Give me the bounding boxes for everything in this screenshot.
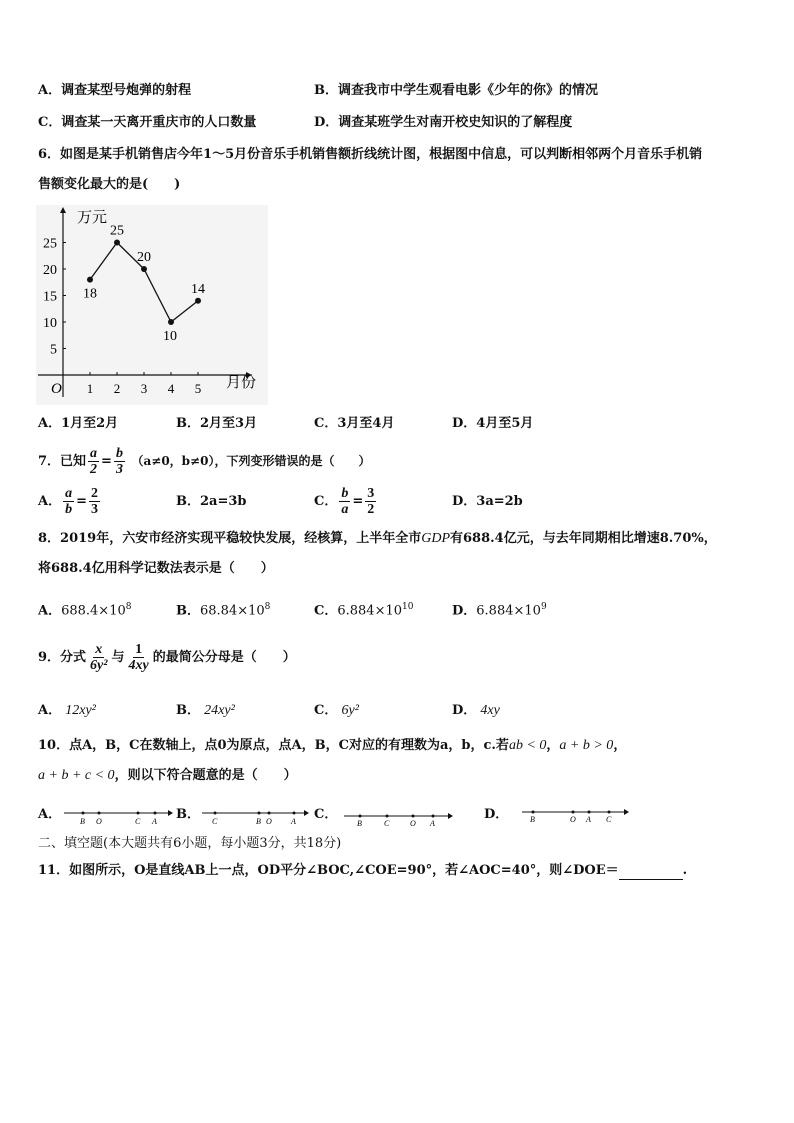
q7-option-d: D．3a=2b <box>452 494 523 509</box>
data-label: 25 <box>110 223 124 239</box>
point-c-label: C <box>384 819 390 828</box>
data-label: 14 <box>191 281 205 297</box>
q7-stem: 7．已知 $\frac{a}{2}$ = $\frac{b}{3}$ （a≠0，b≠0），下列变形错误的是（ ） <box>38 446 371 477</box>
y-tick-label: 10 <box>43 316 57 331</box>
data-label: 18 <box>83 286 97 302</box>
q6-option-d: D．4月至5月 <box>452 416 534 431</box>
q8-stem-line1: 8．2019年，六安市经济实现平稳较快发展，经核算，上半年全市GDP有688.4亿元，与去年同期相比增速8.70%， <box>38 531 717 546</box>
q9-option-b: B． 24xy² <box>176 703 235 718</box>
q9-option-a: A． 12xy² <box>38 703 96 718</box>
point-b-label: B <box>357 819 362 828</box>
q7-condition: （a≠0，b≠0），下列变形错误的是（ ） <box>131 454 371 468</box>
point-o-label: O <box>410 819 416 828</box>
q6-option-a: A．1月至2月 <box>38 416 119 431</box>
point-o-label: O <box>96 817 102 826</box>
y-tick-label: 15 <box>43 289 57 305</box>
q6-stem-line1: 6．如图是某手机销售店今年1～5月份音乐手机销售额折线统计图，根据图中信息，可以判断相邻两个月音乐手机销 <box>38 147 703 162</box>
q5-option-c: C．调查某一天离开重庆市的人口数量 <box>38 115 257 130</box>
q11-stem: 11．如图所示，O是直线AB上一点，OD平分∠BOC,∠COE=90°，若∠AOC=40°，则∠DOE＝ . <box>38 863 688 878</box>
point-b-label: B <box>256 817 261 826</box>
x-tick-label: 1 <box>86 381 94 396</box>
q8-option-b: B．$68.84\times 10^8$ <box>176 602 271 619</box>
point-b-label: B <box>530 815 535 824</box>
x-tick-label: 5 <box>194 381 202 396</box>
q6-line-chart <box>36 205 268 405</box>
point-a-label: A <box>291 817 296 826</box>
q6-stem-line2: 售额变化最大的是( ) <box>38 177 181 192</box>
data-label: 10 <box>163 329 177 344</box>
q6-option-b: B．2月至3月 <box>176 416 258 431</box>
point-c-label: C <box>606 815 612 824</box>
point-b-label: B <box>80 817 85 826</box>
q10-stem-line1: 10．点A，B，C在数轴上，点0为原点，点A，B，C对应的有理数为a，b，c.若ab < 0，a + b > 0， <box>38 738 627 753</box>
q7-option-c: C． $\frac{b}{a}$ = $\frac{3}{2}$ <box>314 486 375 517</box>
data-point <box>114 240 120 246</box>
q6-option-c: C．3月至4月 <box>314 416 395 431</box>
point-c-label: C <box>135 817 141 826</box>
q10-option-d-label: D． <box>484 807 509 822</box>
point-a-label: A <box>152 817 157 826</box>
q5-option-b: B．调查我市中学生观看电影《少年的你》的情况 <box>314 83 598 98</box>
section-2-heading: 二、填空题(本大题共有6小题，每小题3分，共18分) <box>38 836 342 851</box>
q10-number-line-c <box>342 806 454 828</box>
x-axis-title: 月份 <box>226 375 257 391</box>
data-point <box>141 266 147 272</box>
point-o-label: O <box>266 817 272 826</box>
q8-option-d: D．$6.884\times 10^9$ <box>452 602 547 619</box>
q10-option-b-label: B． <box>176 807 200 822</box>
y-tick-label: 25 <box>43 236 57 252</box>
y-tick-label: 5 <box>50 342 57 358</box>
q7-option-b: B．2a=3b <box>176 494 247 509</box>
origin-label: O <box>51 381 62 397</box>
q7-prefix: 7．已知 <box>38 454 87 469</box>
x-tick-label: 2 <box>113 381 121 396</box>
q9-fraction-1: $\frac{x}{\text{6y²}}$ <box>90 642 108 673</box>
q9-stem: 9．分式 $\frac{x}{\text{6y²}}$ 与 $\frac{1}{4xy}$ 的最简公分母是（ ） <box>38 642 296 673</box>
q10-option-c-label: C． <box>314 807 338 822</box>
q10-option-a-label: A． <box>38 807 62 822</box>
q8-option-a: A．$688.4\times 10^8$ <box>38 602 132 619</box>
x-tick-label: 4 <box>167 381 175 396</box>
x-tick-label: 3 <box>140 381 148 396</box>
y-axis-title: 万元 <box>77 210 108 226</box>
point-a-label: A <box>430 819 435 828</box>
q7-option-a: A． $\frac{a}{b}$ = $\frac{2}{3}$ <box>38 486 98 517</box>
q10-stem-line2: a + b + c < 0，则以下符合题意的是（ ） <box>38 768 297 783</box>
q7-fraction-a-over-2: $\frac{a}{2}$ <box>90 446 98 477</box>
q9-option-c: C． 6y² <box>314 703 359 718</box>
point-c-label: C <box>212 817 218 826</box>
data-label: 20 <box>137 250 151 265</box>
data-point <box>87 277 93 283</box>
q10-number-line-b <box>200 806 310 828</box>
data-point <box>195 298 201 304</box>
point-a-label: A <box>586 815 591 824</box>
q9-option-d: D． 4xy <box>452 703 500 718</box>
y-tick-label: 20 <box>43 263 57 278</box>
q5-option-d: D．调查某班学生对南开校史知识的了解程度 <box>314 115 573 130</box>
q8-option-c: C．$6.884\times 10^{10}$ <box>314 602 414 619</box>
point-o-label: O <box>570 815 576 824</box>
q5-option-a: A．调查某型号炮弹的射程 <box>38 83 192 98</box>
q10-number-line-d <box>520 806 632 828</box>
q10-number-line-a <box>62 806 174 828</box>
data-point <box>168 319 174 325</box>
q9-fraction-2: $\frac{1}{4xy}$ <box>128 642 149 673</box>
q7-fraction-b-over-3: $\frac{b}{3}$ <box>115 446 123 477</box>
q11-answer-blank[interactable] <box>619 865 683 880</box>
q8-stem-line2: 将688.4亿用科学记数法表示是（ ） <box>38 561 274 576</box>
